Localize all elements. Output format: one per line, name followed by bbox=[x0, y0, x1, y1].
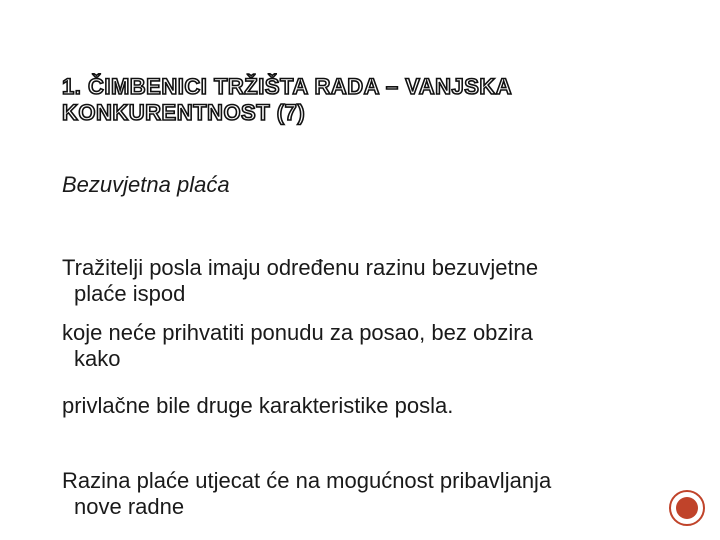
paragraph-1 bbox=[62, 255, 662, 307]
paragraph-2 bbox=[62, 320, 662, 372]
paragraph-2-line-1: koje neće prihvatiti ponudu za posao, bez obzira bbox=[62, 320, 533, 345]
paragraph-2-line-2: kako bbox=[74, 346, 121, 371]
circle-nav-icon[interactable] bbox=[669, 490, 705, 526]
paragraph-3-line-1: privlačne bile druge karakteristike posla. bbox=[62, 393, 454, 418]
slide-title bbox=[62, 74, 622, 126]
circle-nav-icon-fill bbox=[676, 497, 698, 519]
slide-title-line-2: KONKURENTNOST (7) bbox=[62, 100, 306, 125]
slide-subtitle: Bezuvjetna plaća bbox=[62, 172, 230, 197]
slide-title-line-1: 1. ČIMBENICI TRŽIŠTA RADA – VANJSKA bbox=[62, 74, 513, 99]
paragraph-4-line-2: nove radne bbox=[74, 494, 185, 519]
paragraph-1-line-1: Tražitelji posla imaju određenu razinu bezuvjetne bbox=[62, 255, 539, 280]
paragraph-4-line-1: Razina plaće utjecat će na mogućnost pribavljanja bbox=[62, 468, 552, 493]
paragraph-4 bbox=[62, 468, 662, 520]
paragraph-3 bbox=[62, 393, 662, 419]
paragraph-1-line-2: plaće ispod bbox=[74, 281, 186, 306]
